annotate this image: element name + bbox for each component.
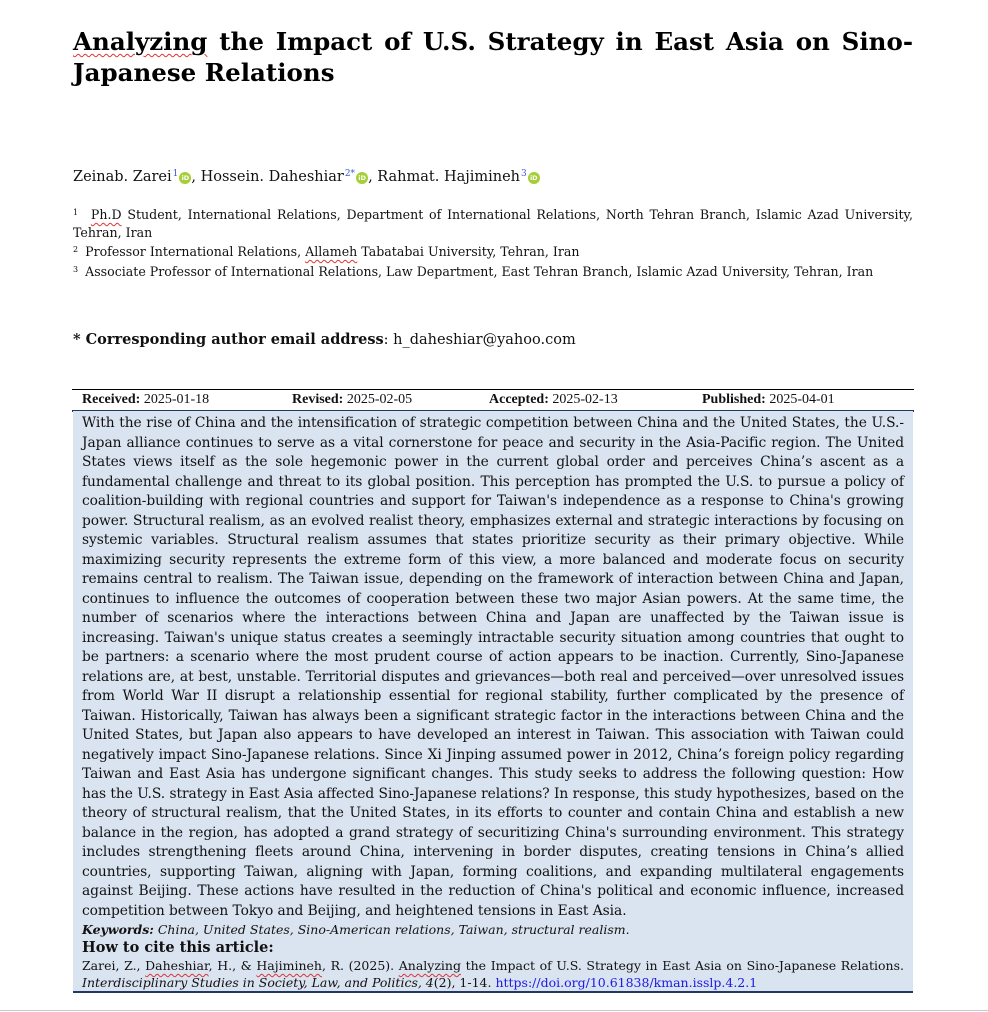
journal-name: Interdisciplinary Studies in Society, Law, and Politics, 4 (82, 975, 434, 990)
received-label: Received: (82, 392, 141, 407)
published-value: 2025-04-01 (769, 392, 835, 407)
revised-value: 2025-02-05 (346, 392, 413, 407)
title-text: the Impact of U.S. Strategy in East Asia on Sino-Japanese Relations (73, 27, 913, 87)
affiliation-2 (73, 241, 913, 261)
spellcheck-word: Hajimineh (256, 958, 322, 973)
accepted-date (489, 390, 618, 410)
author-affil-mark: 2* (344, 169, 356, 179)
corresponding-colon: : (383, 332, 394, 348)
corresponding-label: * Corresponding author email address (73, 331, 384, 348)
dates-bar (72, 389, 914, 412)
affil-text: Professor International Relations, (85, 244, 306, 259)
cite-text: Zarei, Z., (82, 958, 146, 973)
affiliations (73, 204, 913, 280)
affil-text: Associate Professor of International Relations, Law Department, East Tehran Branch, Islamic Azad University, Tehran, Iran (85, 263, 874, 279)
received-date (82, 390, 209, 410)
affil-text: Tabatabai University, Tehran, Iran (357, 244, 580, 259)
affil-text: Student, International Relations, Department of International Relations, North Tehran Branch, Islamic Azad University, Tehran, Iran (73, 207, 913, 240)
author-affil-mark: 1 (172, 169, 179, 179)
spellcheck-word: Analyzing (398, 958, 461, 973)
page-bottom-divider (0, 1010, 988, 1011)
affil-number: 2 (73, 245, 79, 254)
author-name: Rahmat. Hajimineh (377, 169, 521, 185)
accepted-value: 2025-02-13 (552, 392, 618, 407)
cite-heading: How to cite this article: (82, 939, 274, 956)
cite-text: , H., & (208, 958, 257, 973)
affil-number: 1 (73, 208, 79, 217)
keywords-text: China, United States, Sino-American relations, Taiwan, structural realism. (153, 922, 630, 937)
affil-number: 3 (73, 264, 79, 274)
orcid-icon[interactable]: iD (356, 172, 368, 184)
spellcheck-word: Allameh (305, 244, 358, 259)
corresponding-email[interactable]: h_daheshiar@yahoo.com (393, 332, 576, 348)
keywords (82, 921, 904, 938)
corresponding-author (73, 330, 913, 350)
author-affil-mark: 3 (521, 169, 527, 179)
spellcheck-word: Analyzing (73, 27, 208, 56)
revised-date (292, 390, 412, 410)
cite-issue: (2), 1-14. (433, 975, 496, 990)
affiliation-1 (73, 204, 913, 241)
abstract-text: With the rise of China and the intensification of strategic competition between China and the United States, the U.S.-Japan alliance continues to serve as a vital cornerstone for peace and security in the Asia-Pacific region. The United States views itself as the sole hegemonic power in the current global order and perceives China’s ascent as a fundamental challenge and threat to its global position. This perception has prompted the U.S. to pursue a policy of coalition-building with regional countries and support for Taiwan's independence as a response to China's growing power. Structural realism, as an evolved realist theory, emphasizes external and strategic interactions by focusing on systemic variables. Structural realism assumes that states prioritize security as their primary objective. While maximizing security represents the extreme form of this view, a more balanced and moderate focus on security remains central to realism. The Taiwan issue, depending on the framework of interaction between China and Japan, continues to influence the outcomes of cooperation between these two major Asian powers. At the same time, the number of scenarios where the interactions between China and Japan are unaffected by the Taiwan issue is increasing. Taiwan's unique status creates a seemingly intractable security situation among countries that ought to be partners: a scenario where the most prudent course of action appears to be inaction. Currently, Sino-Japanese relations are, at best, unstable. Territorial disputes and grievances—both real and perceived—over unresolved issues from World War II disrupt a relationship essential for regional stability, further complicated by the presence of Taiwan. Historically, Taiwan has always been a significant strategic factor in the interactions between China and the United States, but Japan also appears to have developed an interest in Taiwan. This association with Taiwan could negatively impact Sino-Japanese relations. Since Xi Jinping assumed power in 2012, China’s foreign policy regarding Taiwan and East Asia has undergone significant changes. This study seeks to address the following question: How has the U.S. strategy in East Asia affected Sino-Japanese relations? In response, this study hypothesizes, based on the theory of structural realism, that the United States, in its efforts to counter and contain China and establish a new balance in the region, has adopted a grand strategy of securitizing China's surrounding environment. This strategy includes strengthening fleets around China, intervening in border disputes, creating tensions in China’s allied countries, supporting Taiwan, aligning with Japan, forming coalitions, and expanding multilateral engagements against Beijing. These actions have resulted in the reduction of China's political and economic influence, increased competition between Tokyo and Beijing, and heightened tensions in East Asia. (82, 415, 904, 919)
doi-link[interactable]: https://doi.org/10.61838/kman.isslp.4.2.1 (495, 975, 758, 990)
received-value: 2025-01-18 (143, 392, 210, 407)
keywords-label: Keywords: (82, 922, 154, 937)
revised-label: Revised: (292, 392, 344, 407)
author-separator: , (368, 169, 378, 185)
abstract-box (73, 411, 913, 993)
spellcheck-word: Ph.D (90, 207, 122, 222)
cite-text: the Impact of U.S. Strategy in East Asia on Sino-Japanese Relations. (460, 958, 904, 973)
author-line (73, 164, 913, 187)
affiliation-3 (73, 261, 913, 281)
author-name: Zeinab. Zarei (73, 169, 172, 185)
orcid-icon[interactable]: iD (179, 172, 191, 184)
author-separator: , (191, 169, 201, 185)
article-title (73, 26, 913, 88)
published-label: Published: (702, 392, 766, 407)
accepted-label: Accepted: (489, 392, 549, 407)
cite-text: , R. (2025). (321, 958, 399, 973)
orcid-icon[interactable]: iD (528, 172, 540, 184)
published-date (702, 390, 835, 410)
spellcheck-word: Daheshiar (145, 958, 209, 973)
citation (82, 957, 904, 991)
author-name: Hossein. Daheshiar (200, 169, 344, 185)
